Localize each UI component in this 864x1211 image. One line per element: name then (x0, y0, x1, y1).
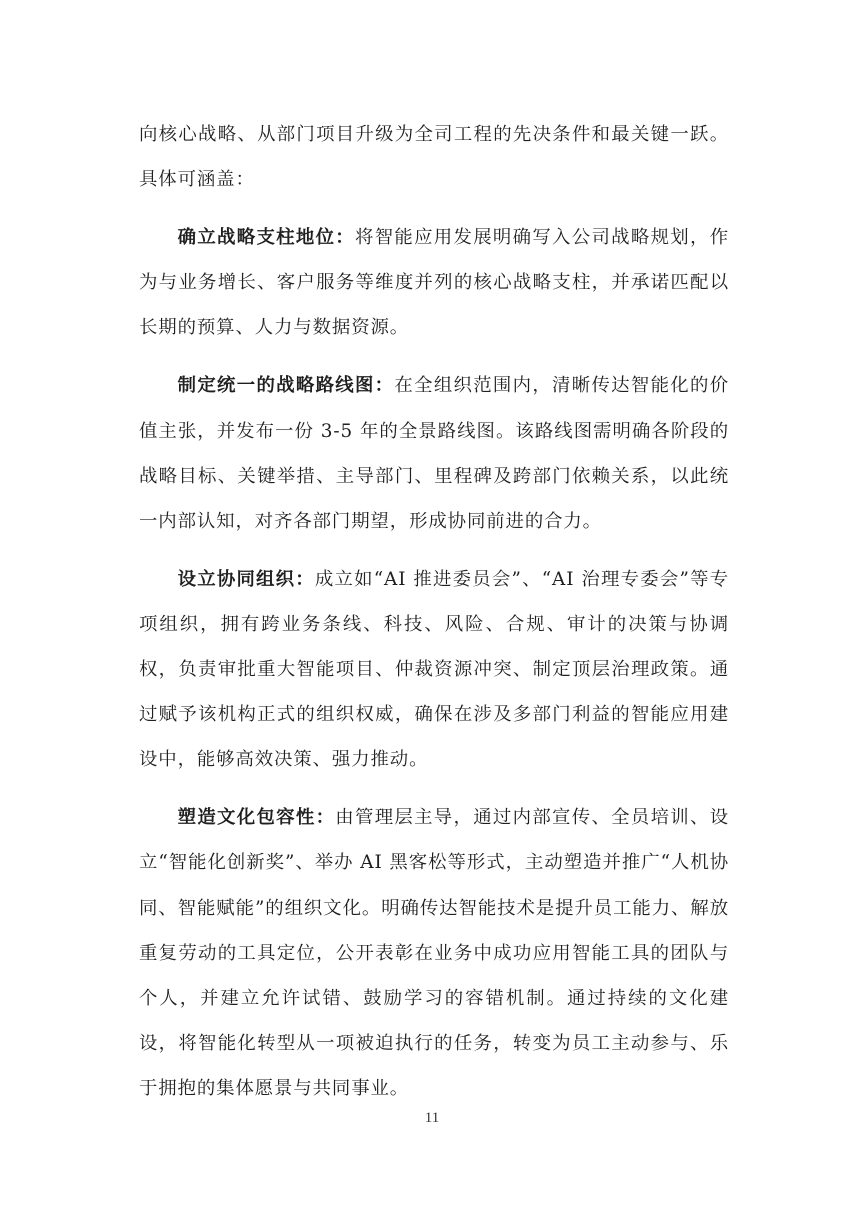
paragraph-text: 将智能应用发展明确写入公司战略规划，作为与业务增长、客户服务等维度并列的核心战略支柱，并承诺匹配以长期的预算、人力与数据资源。 (139, 227, 729, 339)
paragraph-label: 制定统一的战略路线图： (177, 375, 395, 397)
paragraph-strategic-pillar (139, 215, 729, 350)
paragraph-label: 设立协同组织： (177, 568, 315, 590)
paragraph-text: 在全组织范围内，清晰传达智能化的价值主张，并发布一份 3-5 年的全景路线图。该路线图需明确各阶段的战略目标、关键举措、主导部门、里程碑及跨部门依赖关系，以此统一内部认知，对齐各部门期望，形成协同前进的合力。 (139, 375, 729, 532)
paragraph-text: 成立如“AI 推进委员会”、“AI 治理专委会”等专项组织，拥有跨业务条线、科技、风险、合规、审计的决策与协调权，负责审批重大智能项目、仲裁资源冲突、制定顶层治理政策。通过赋予该机构正式的组织权威，确保在涉及多部门利益的智能应用建设中，能够高效决策、强力推动。 (139, 568, 729, 771)
paragraph-label: 塑造文化包容性： (177, 807, 336, 829)
paragraph-strategic-roadmap (139, 363, 729, 543)
opening-paragraph (139, 112, 729, 202)
paragraph-label: 确立战略支柱地位： (177, 227, 355, 249)
opening-text: 向核心战略、从部门项目升级为全司工程的先决条件和最关键一跃。具体可涵盖： (139, 124, 729, 191)
page-number: 11 (424, 1110, 440, 1126)
paragraph-cultural-inclusiveness (139, 795, 729, 1111)
document-body (139, 112, 729, 1124)
paragraph-text: 由管理层主导，通过内部宣传、全员培训、设立“智能化创新奖”、举办 AI 黑客松等形式，主动塑造并推广“人机协同、智能赋能”的组织文化。明确传达智能技术是提升员工能力、解放重复劳动的工具定位，公开表彰在业务中成功应用智能工具的团队与个人，并建立允许试错、鼓励学习的容错机制。通过持续的文化建设，将智能化转型从一项被迫执行的任务，转变为员工主动参与、乐于拥抱的集体愿景与共同事业。 (139, 807, 729, 1099)
paragraph-collaborative-organization (139, 557, 729, 782)
